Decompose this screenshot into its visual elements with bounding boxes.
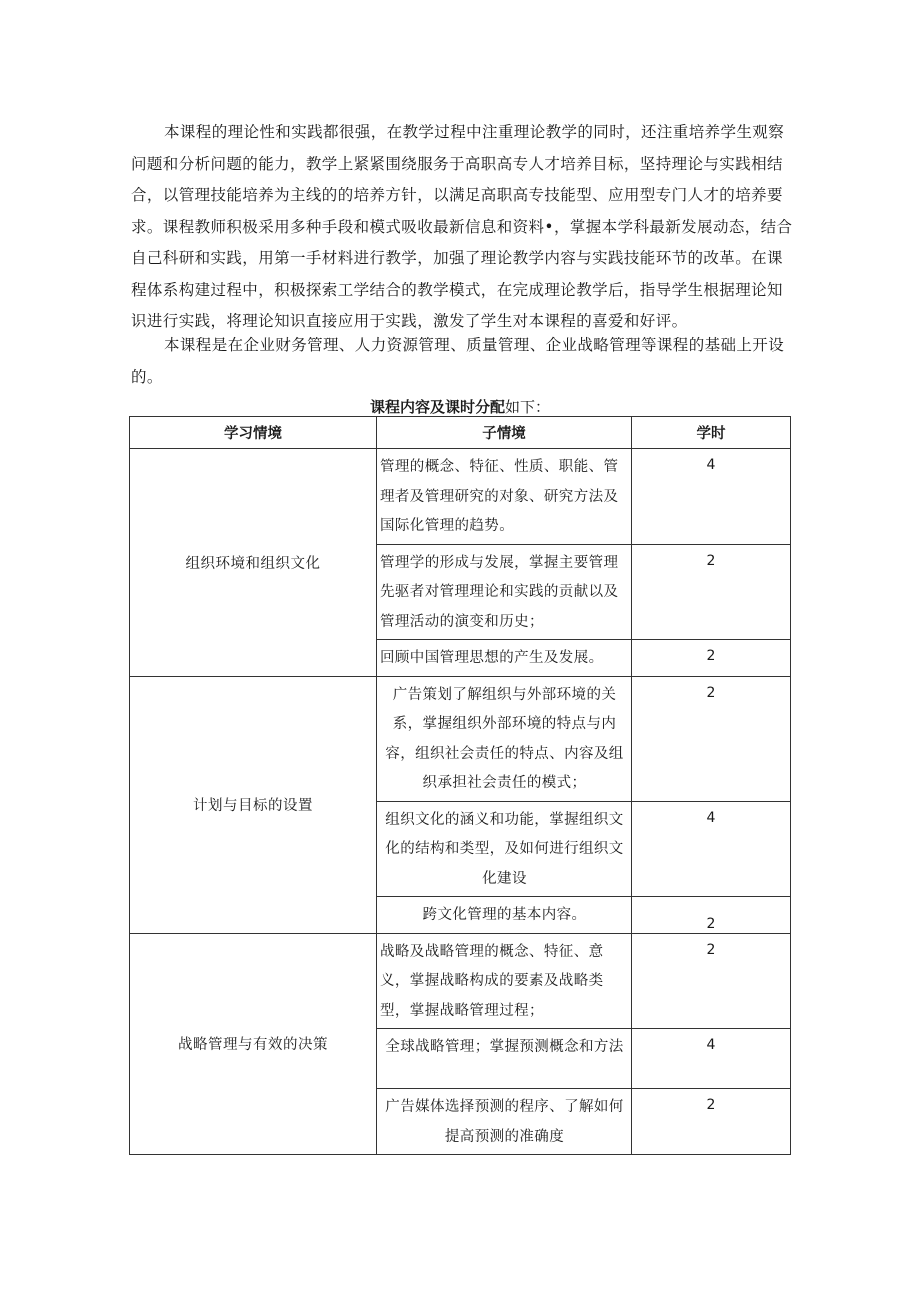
sub-situation-cell: 广告策划了解组织与外部环境的关系，掌握组织外部环境的特点与内容，组织社会责任的特点、内容及组织承担社会责任的模式；: [377, 676, 632, 801]
hours-cell: 2: [632, 933, 791, 1029]
hours-cell: 2: [632, 640, 791, 677]
sub-situation-cell: 管理学的形成与发展，掌握主要管理先驱者对管理理论和实践的贡献以及管理活动的演变和历史；: [377, 544, 632, 640]
table-caption: [0, 396, 920, 417]
sub-situation-cell: 管理的概念、特征、性质、职能、管理者及管理研究的对象、研究方法及国际化管理的趋势。: [377, 449, 632, 545]
hours-cell: 2: [632, 897, 791, 934]
table-row: [130, 933, 791, 1029]
sub-situation-cell: 跨文化管理的基本内容。: [377, 897, 632, 934]
sub-situation-cell: 全球战略管理；掌握预测概念和方法: [377, 1029, 632, 1089]
sub-situation-cell: 战略及战略管理的概念、特征、意义，掌握战略构成的要素及战略类型，掌握战略管理过程；: [377, 933, 632, 1029]
table-caption-normal: 如下：: [505, 398, 551, 416]
table-row: [130, 676, 791, 801]
sub-situation-cell: 回顾中国管理思想的产生及发展。: [377, 640, 632, 677]
situation-cell: 计划与目标的设置: [130, 676, 377, 933]
hours-cell: 4: [632, 1029, 791, 1089]
situation-cell: 组织环境和组织文化: [130, 449, 377, 677]
intro-paragraph: 本课程的理论性和实践都很强，在教学过程中注重理论教学的同时，还注重培养学生观察问题和分析问题的能力，教学上紧紧围绕服务于高职高专人才培养目标，坚持理论与实践相结合，以管理技能培养为主线的的培养方针，以满足高职高专技能型、应用型专门人才的培养要求。课程教师积极采用多种手段和模式吸收最新信息和资料•，掌握本学科最新发展动态，结合自己科研和实践，用第一手材料进行教学，加强了理论教学内容与实践技能环节的改革。在课程体系构建过程中，积极探索工学结合的教学模式，在完成理论教学后，指导学生根据理论知识进行实践，将理论知识直接应用于实践，激发了学生对本课程的喜爱和好评。: [131, 123, 793, 330]
hours-cell: 4: [632, 449, 791, 545]
hours-cell: 4: [632, 801, 791, 897]
hours-cell: 2: [632, 676, 791, 801]
situation-cell: 战略管理与有效的决策: [130, 933, 377, 1155]
table-row: [130, 449, 791, 545]
hours-cell: 2: [632, 544, 791, 640]
sub-situation-cell: 广告媒体选择预测的程序、了解如何提高预测的准确度: [377, 1089, 632, 1155]
table-caption-bold: 课程内容及课时分配: [369, 398, 505, 416]
hours-cell: 2: [632, 1089, 791, 1155]
prerequisite-paragraph: 本课程是在企业财务管理、人力资源管理、质量管理、企业战略管理等课程的基础上开设的。: [131, 336, 785, 386]
header-situation: 学习情境: [130, 417, 377, 449]
header-hours: 学时: [632, 417, 791, 449]
course-hours-table: [129, 416, 791, 1155]
table-header-row: [130, 417, 791, 449]
sub-situation-cell: 组织文化的涵义和功能，掌握组织文化的结构和类型，及如何进行组织文化建设: [377, 801, 632, 897]
header-sub-situation: 子情境: [377, 417, 632, 449]
